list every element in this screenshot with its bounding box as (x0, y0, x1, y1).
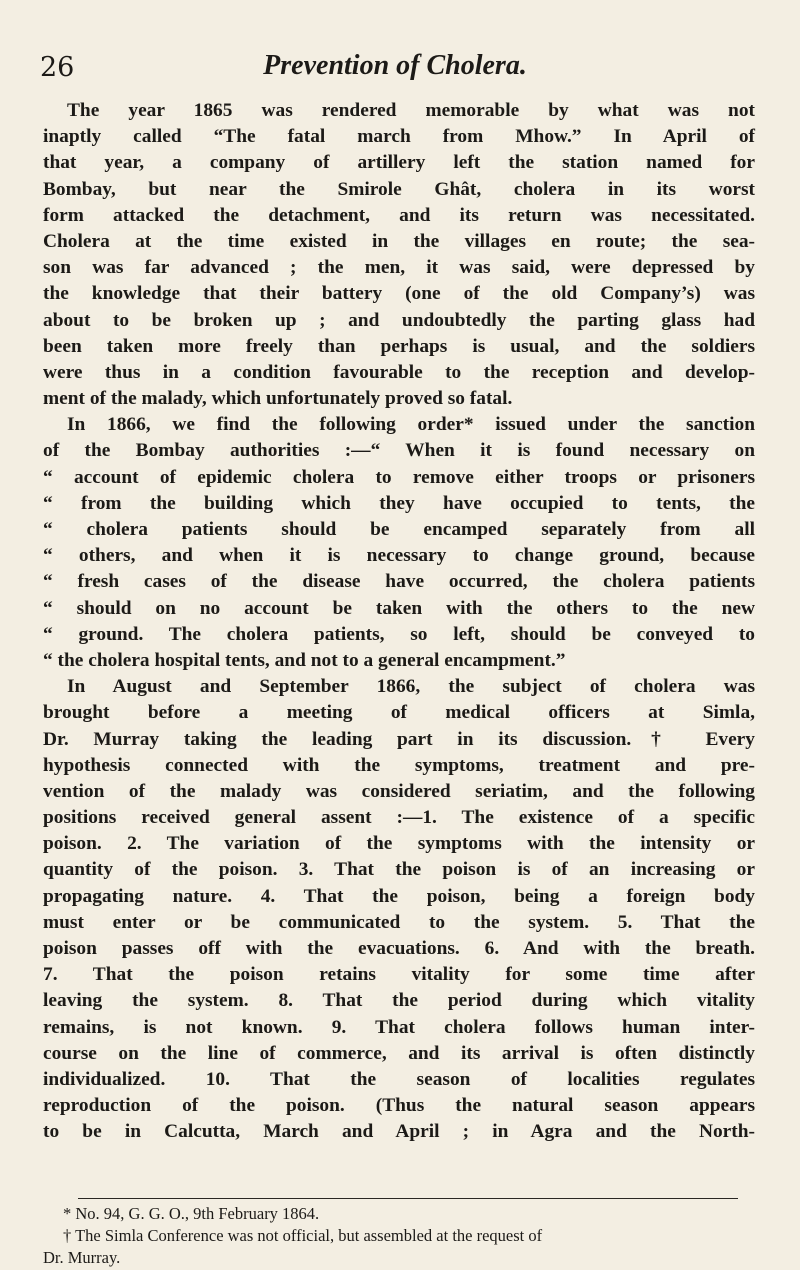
text-line: that year, a company of artillery left the station named for (43, 152, 755, 174)
text-line: ment of the malady, which unfortunately proved so fatal. (43, 388, 513, 410)
text-line: the knowledge that their battery (one of the old Company’s) was (43, 283, 755, 305)
page-number: 26 (40, 52, 75, 83)
text-line: hypothesis connected with the symptoms, treatment and pre- (43, 754, 755, 776)
body-text (43, 98, 755, 1146)
text-line: In 1866, we find the following order* issued under the sanction (67, 414, 755, 436)
text-line: Bombay, but near the Smirole Ghât, cholera in its worst (43, 178, 755, 200)
text-line: to be in Calcutta, March and April ; in Agra and the North- (43, 1121, 755, 1143)
text-line: brought before a meeting of medical officers at Simla, (43, 702, 755, 724)
text-line: form attacked the detachment, and its return was necessitated. (43, 204, 755, 226)
text-line: were thus in a condition favourable to the reception and develop- (43, 361, 755, 383)
text-line: son was far advanced ; the men, it was said, were depressed by (43, 257, 755, 279)
text-line: poison passes off with the evacuations. 6. And with the breath. (43, 938, 755, 959)
text-line: been taken more freely than perhaps is usual, and the soldiers (43, 335, 755, 357)
text-line: “ should on no account be taken with the others to the new (43, 597, 755, 619)
text-line: about to be broken up ; and undoubtedly the parting glass had (43, 309, 755, 331)
text-line: course on the line of commerce, and its arrival is often distinctly (43, 1042, 755, 1064)
text-line: remains, is not known. 9. That cholera follows human inter- (43, 1016, 755, 1038)
text-line: Dr. Murray taking the leading part in its discussion.† Every (43, 728, 755, 750)
text-line: “ ground. The cholera patients, so left, should be conveyed to (43, 623, 755, 645)
footnote: * No. 94, G. G. O., 9th February 1864. (63, 1204, 320, 1223)
text-line: must enter or be communicated to the system. 5. That the (43, 911, 755, 933)
text-line: 7. That the poison retains vitality for some time after (43, 964, 755, 986)
text-line: Cholera at the time existed in the villages en route; the sea- (43, 230, 755, 252)
text-line: “ the cholera hospital tents, and not to a general encampment.” (43, 649, 566, 671)
page-header (40, 50, 750, 90)
text-line: leaving the system. 8. That the period during which vitality (43, 990, 755, 1012)
text-line: vention of the malady was considered seriatim, and the following (43, 780, 755, 802)
text-line: propagating nature. 4. That the poison, being a foreign body (43, 885, 755, 907)
text-line: positions received general assent :—1. The existence of a specific (43, 807, 755, 829)
text-line: In August and September 1866, the subject of cholera was (67, 676, 755, 698)
text-line: “ cholera patients should be encamped separately from all (43, 519, 755, 540)
running-title: Prevention of Cholera. (263, 50, 527, 81)
footnote: † The Simla Conference was not official, but assembled at the request of (63, 1226, 543, 1245)
footnote-divider (78, 1198, 738, 1199)
text-line: inaptly called “The fatal march from Mhow.” In April of (43, 126, 755, 148)
text-line: “ fresh cases of the disease have occurred, the cholera patients (43, 571, 755, 593)
text-line: quantity of the poison. 3. That the poison is of an increasing or (43, 859, 755, 881)
text-line: reproduction of the poison. (Thus the natural season appears (43, 1095, 755, 1117)
footnotes (43, 1203, 755, 1269)
text-line: “ account of epidemic cholera to remove either troops or prisoners (43, 466, 755, 488)
text-line: poison. 2. The variation of the symptoms with the intensity or (43, 833, 755, 855)
text-line: of the Bombay authorities :—“ When it is found necessary on (43, 440, 755, 462)
text-line: The year 1865 was rendered memorable by what was not (67, 100, 755, 121)
text-line: individualized. 10. That the season of localities regulates (43, 1068, 755, 1090)
text-line: “ from the building which they have occupied to tents, the (43, 492, 755, 514)
footnote: Dr. Murray. (43, 1248, 121, 1267)
text-line: “ others, and when it is necessary to change ground, because (43, 545, 755, 567)
